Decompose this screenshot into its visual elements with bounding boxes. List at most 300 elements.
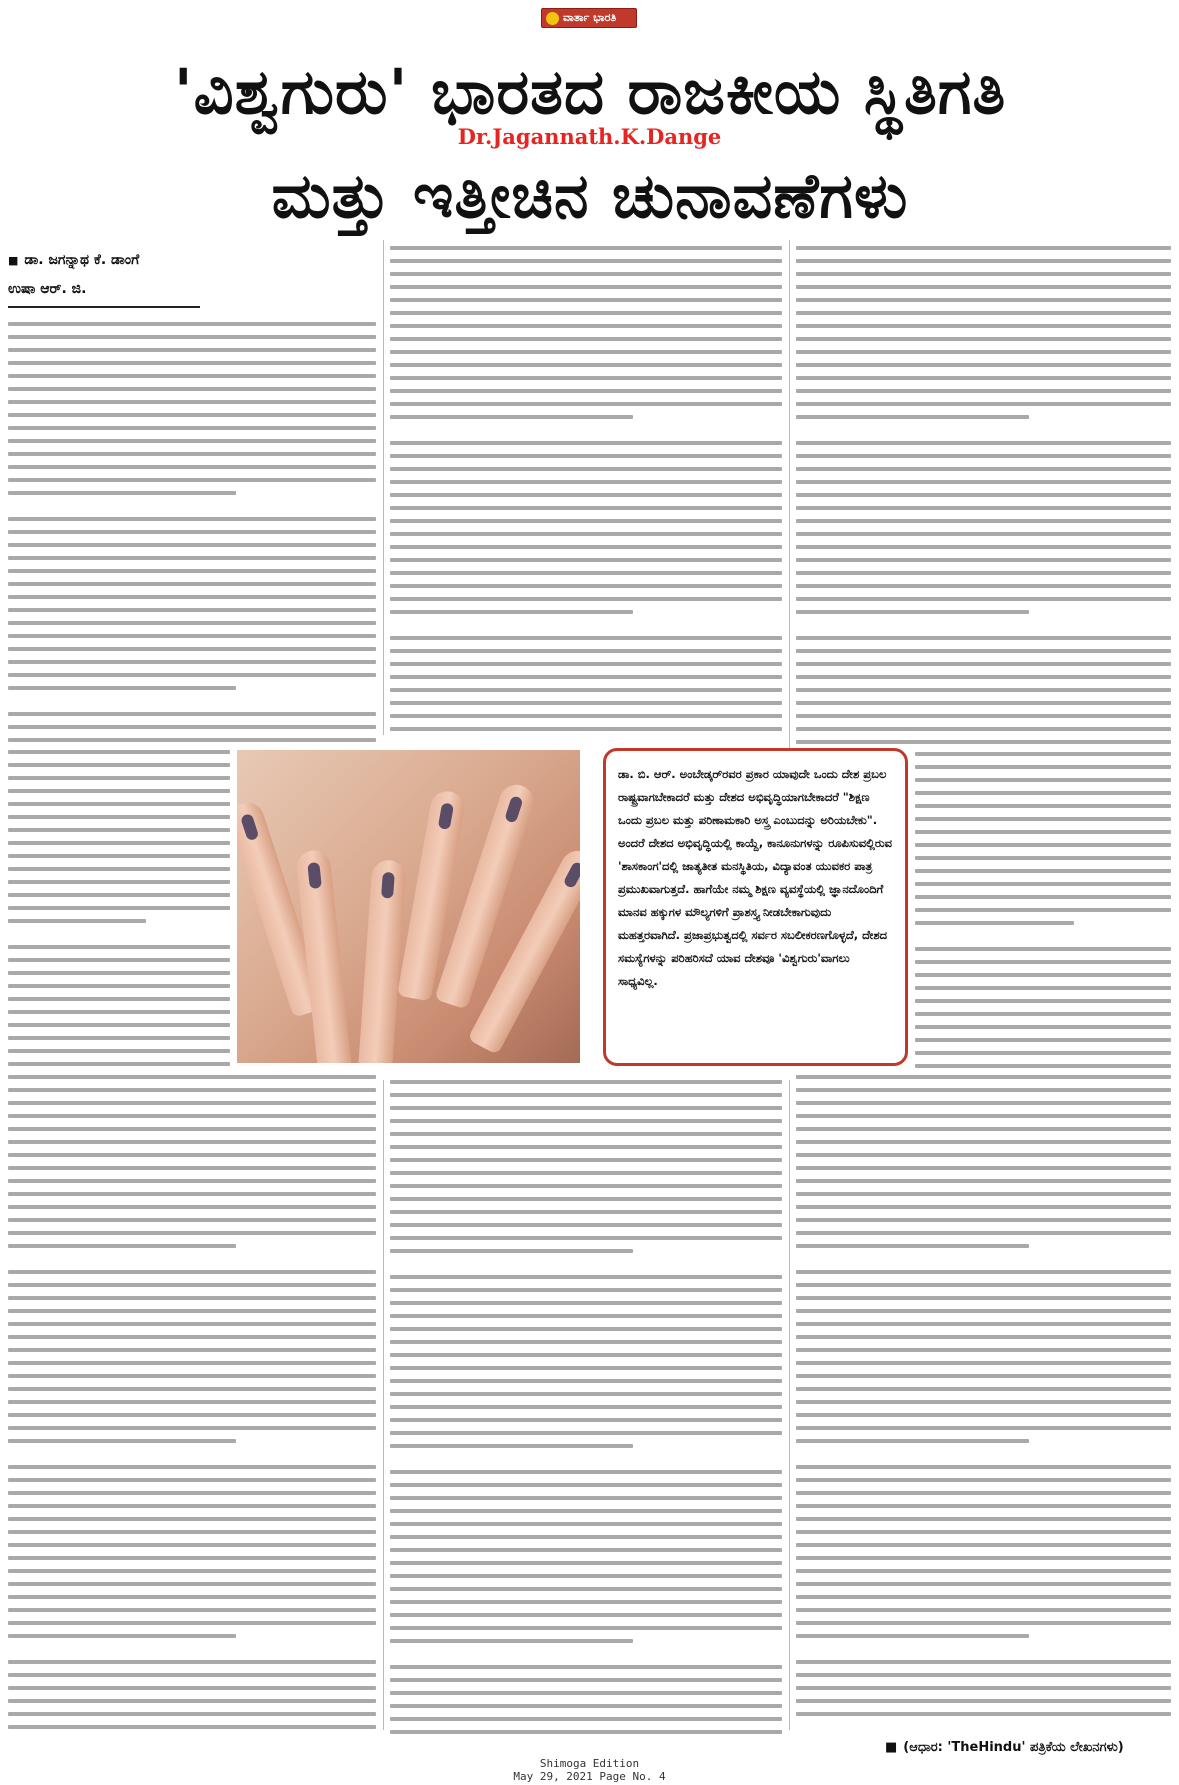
text-line-placeholder xyxy=(796,532,1171,536)
text-line-placeholder xyxy=(8,543,376,547)
text-line-placeholder xyxy=(8,1543,376,1547)
text-line-placeholder xyxy=(390,389,782,393)
text-line-placeholder xyxy=(8,919,146,923)
text-line-placeholder xyxy=(8,880,230,884)
text-line-placeholder xyxy=(796,1660,1171,1664)
text-line-placeholder xyxy=(390,311,782,315)
text-line-placeholder xyxy=(8,634,376,638)
text-line-placeholder xyxy=(390,1301,782,1305)
text-line-placeholder xyxy=(8,439,376,443)
text-line-placeholder xyxy=(796,1179,1171,1183)
text-line-placeholder xyxy=(8,348,376,352)
text-line-placeholder xyxy=(8,854,230,858)
text-line-placeholder xyxy=(796,454,1171,458)
text-line-placeholder xyxy=(796,1374,1171,1378)
edition-date-page: May 29, 2021 Page No. 4 xyxy=(513,1770,666,1783)
text-line-placeholder xyxy=(8,335,376,339)
text-line-placeholder xyxy=(390,1522,782,1526)
text-line-placeholder xyxy=(390,558,782,562)
text-line-placeholder xyxy=(390,246,782,250)
text-line-placeholder xyxy=(8,1426,376,1430)
text-line-placeholder xyxy=(915,960,1171,964)
text-line-placeholder xyxy=(796,1361,1171,1365)
text-line-placeholder xyxy=(390,1366,782,1370)
text-line-placeholder xyxy=(390,1704,782,1708)
text-line-placeholder xyxy=(8,1283,376,1287)
text-line-placeholder xyxy=(8,569,376,573)
text-line-placeholder xyxy=(8,1478,376,1482)
text-line-placeholder xyxy=(796,1634,1029,1638)
text-line-placeholder xyxy=(8,1556,376,1560)
text-line-placeholder xyxy=(796,467,1171,471)
text-line-placeholder xyxy=(796,1517,1171,1521)
text-line-placeholder xyxy=(8,374,376,378)
text-line-placeholder xyxy=(796,1101,1171,1105)
text-line-placeholder xyxy=(796,610,1029,614)
text-line-placeholder xyxy=(390,493,782,497)
text-line-placeholder xyxy=(8,738,376,742)
text-line-placeholder xyxy=(796,1556,1171,1560)
text-line-placeholder xyxy=(915,856,1171,860)
text-line-placeholder xyxy=(8,621,376,625)
text-line-placeholder xyxy=(796,1296,1171,1300)
text-line-placeholder xyxy=(796,1218,1171,1222)
text-line-placeholder xyxy=(796,1140,1171,1144)
text-line-placeholder xyxy=(8,906,230,910)
text-line-placeholder xyxy=(8,1088,376,1092)
text-line-placeholder xyxy=(915,843,1171,847)
text-line-placeholder xyxy=(915,791,1171,795)
text-line-placeholder xyxy=(915,947,1171,951)
text-line-placeholder xyxy=(8,1179,376,1183)
text-line-placeholder xyxy=(915,1064,1171,1068)
text-line-placeholder xyxy=(796,636,1171,640)
text-line-placeholder xyxy=(796,1088,1171,1092)
text-line-placeholder xyxy=(390,1392,782,1396)
text-line-placeholder xyxy=(8,426,376,430)
page-footer xyxy=(0,1757,1179,1783)
text-line-placeholder xyxy=(796,1192,1171,1196)
text-line-placeholder xyxy=(8,1530,376,1534)
article-column-2-lower xyxy=(390,1080,782,1735)
text-line-placeholder xyxy=(390,415,633,419)
text-line-placeholder xyxy=(390,1340,782,1344)
column-divider xyxy=(789,1080,790,1730)
article-column-1 xyxy=(8,322,376,742)
text-line-placeholder xyxy=(796,1400,1171,1404)
masthead-name: ವಾರ್ತಾ ಭಾರತಿ xyxy=(563,11,617,24)
text-line-placeholder xyxy=(390,298,782,302)
text-line-placeholder xyxy=(8,673,376,677)
text-line-placeholder xyxy=(796,1153,1171,1157)
text-line-placeholder xyxy=(390,1353,782,1357)
text-line-placeholder xyxy=(8,1231,376,1235)
text-line-placeholder xyxy=(915,921,1074,925)
text-line-placeholder xyxy=(796,1127,1171,1131)
text-line-placeholder xyxy=(796,389,1171,393)
text-line-placeholder xyxy=(796,1712,1171,1716)
text-line-placeholder xyxy=(8,1270,376,1274)
text-line-placeholder xyxy=(915,986,1171,990)
text-line-placeholder xyxy=(390,480,782,484)
text-line-placeholder xyxy=(8,595,376,599)
text-line-placeholder xyxy=(8,1491,376,1495)
text-line-placeholder xyxy=(8,530,376,534)
text-line-placeholder xyxy=(796,1075,1171,1079)
text-line-placeholder xyxy=(390,363,782,367)
text-line-placeholder xyxy=(390,376,782,380)
text-line-placeholder xyxy=(796,688,1171,692)
text-line-placeholder xyxy=(390,649,782,653)
article-column-3-narrow xyxy=(915,752,1171,1070)
text-line-placeholder xyxy=(8,1348,376,1352)
text-line-placeholder xyxy=(796,1621,1171,1625)
edition-name: Shimoga Edition xyxy=(539,1757,640,1770)
text-line-placeholder xyxy=(390,1314,782,1318)
text-line-placeholder xyxy=(390,1327,782,1331)
text-line-placeholder xyxy=(390,545,782,549)
text-line-placeholder xyxy=(8,867,230,871)
column-divider xyxy=(383,1080,384,1730)
text-line-placeholder xyxy=(8,1322,376,1326)
column-divider xyxy=(383,240,384,735)
text-line-placeholder xyxy=(796,1582,1171,1586)
article-column-1-lower xyxy=(8,1075,376,1735)
headline-line-2: ಮತ್ತು ಇತ್ತೀಚಿನ ಚುನಾವಣೆಗಳು xyxy=(271,159,909,232)
text-line-placeholder xyxy=(8,491,236,495)
text-line-placeholder xyxy=(796,1166,1171,1170)
text-line-placeholder xyxy=(390,506,782,510)
text-line-placeholder xyxy=(796,1543,1171,1547)
text-line-placeholder xyxy=(796,441,1171,445)
text-line-placeholder xyxy=(390,1132,782,1136)
text-line-placeholder xyxy=(8,1114,376,1118)
text-line-placeholder xyxy=(796,1322,1171,1326)
author-divider xyxy=(8,306,200,308)
text-line-placeholder xyxy=(390,1509,782,1513)
text-line-placeholder xyxy=(796,1244,1029,1248)
text-line-placeholder xyxy=(390,324,782,328)
text-line-placeholder xyxy=(8,1335,376,1339)
text-line-placeholder xyxy=(796,493,1171,497)
text-line-placeholder xyxy=(390,519,782,523)
text-line-placeholder xyxy=(8,1400,376,1404)
text-line-placeholder xyxy=(8,1504,376,1508)
overlay-byline: Dr.Jagannath.K.Dange xyxy=(457,124,722,149)
text-line-placeholder xyxy=(915,1025,1171,1029)
text-line-placeholder xyxy=(390,441,782,445)
text-line-placeholder xyxy=(796,1348,1171,1352)
text-line-placeholder xyxy=(796,545,1171,549)
text-line-placeholder xyxy=(390,1431,782,1435)
text-line-placeholder xyxy=(390,1236,782,1240)
text-line-placeholder xyxy=(796,1491,1171,1495)
text-line-placeholder xyxy=(8,647,376,651)
text-line-placeholder xyxy=(796,1686,1171,1690)
text-line-placeholder xyxy=(8,1569,376,1573)
text-line-placeholder xyxy=(390,714,782,718)
text-line-placeholder xyxy=(796,1335,1171,1339)
article-column-2 xyxy=(390,246,782,738)
text-line-placeholder xyxy=(390,454,782,458)
text-line-placeholder xyxy=(8,971,230,975)
text-line-placeholder xyxy=(796,324,1171,328)
text-line-placeholder xyxy=(8,725,376,729)
text-line-placeholder xyxy=(796,519,1171,523)
text-line-placeholder xyxy=(796,1478,1171,1482)
text-line-placeholder xyxy=(796,1699,1171,1703)
text-line-placeholder xyxy=(390,1470,782,1474)
text-line-placeholder xyxy=(8,1127,376,1131)
text-line-placeholder xyxy=(796,480,1171,484)
text-line-placeholder xyxy=(8,452,376,456)
text-line-placeholder xyxy=(390,1184,782,1188)
text-line-placeholder xyxy=(796,597,1171,601)
text-line-placeholder xyxy=(390,701,782,705)
text-line-placeholder xyxy=(390,1626,782,1630)
author-name: ■ ಡಾ. ಜಗನ್ನಾಥ ಕೆ. ಡಾಂಗೆ xyxy=(8,246,208,275)
text-line-placeholder xyxy=(390,1197,782,1201)
text-line-placeholder xyxy=(796,1673,1171,1677)
text-line-placeholder xyxy=(390,1678,782,1682)
text-line-placeholder xyxy=(390,1158,782,1162)
text-line-placeholder xyxy=(8,789,230,793)
text-line-placeholder xyxy=(915,1051,1171,1055)
text-line-placeholder xyxy=(390,727,782,731)
text-line-placeholder xyxy=(390,1093,782,1097)
inked-fingers-photo xyxy=(237,750,580,1063)
text-line-placeholder xyxy=(8,1361,376,1365)
text-line-placeholder xyxy=(8,660,376,664)
text-line-placeholder xyxy=(796,415,1029,419)
text-line-placeholder xyxy=(390,1600,782,1604)
text-line-placeholder xyxy=(915,882,1171,886)
text-line-placeholder xyxy=(390,1288,782,1292)
text-line-placeholder xyxy=(390,1665,782,1669)
text-line-placeholder xyxy=(8,997,230,1001)
text-line-placeholder xyxy=(8,608,376,612)
text-line-placeholder xyxy=(8,828,230,832)
text-line-placeholder xyxy=(8,1608,376,1612)
text-line-placeholder xyxy=(8,815,230,819)
text-line-placeholder xyxy=(390,1171,782,1175)
text-line-placeholder xyxy=(8,1660,376,1664)
text-line-placeholder xyxy=(796,1595,1171,1599)
text-line-placeholder xyxy=(390,1405,782,1409)
text-line-placeholder xyxy=(390,402,782,406)
text-line-placeholder xyxy=(796,649,1171,653)
text-line-placeholder xyxy=(796,662,1171,666)
text-line-placeholder xyxy=(796,740,1171,744)
text-line-placeholder xyxy=(8,361,376,365)
text-line-placeholder xyxy=(8,1387,376,1391)
text-line-placeholder xyxy=(796,1205,1171,1209)
text-line-placeholder xyxy=(390,337,782,341)
text-line-placeholder xyxy=(796,272,1171,276)
text-line-placeholder xyxy=(915,973,1171,977)
text-line-placeholder xyxy=(796,376,1171,380)
text-line-placeholder xyxy=(390,1561,782,1565)
text-line-placeholder xyxy=(8,1686,376,1690)
text-line-placeholder xyxy=(8,776,230,780)
text-line-placeholder xyxy=(8,517,376,521)
text-line-placeholder xyxy=(390,1249,633,1253)
text-line-placeholder xyxy=(390,259,782,263)
text-line-placeholder xyxy=(796,558,1171,562)
text-line-placeholder xyxy=(8,322,376,326)
text-line-placeholder xyxy=(8,556,376,560)
article-column-1-narrow xyxy=(8,750,230,1068)
pull-quote-text: ಡಾ. ಬಿ. ಆರ್. ಅಂಬೇಡ್ಕರ್‌ರವರ ಪ್ರಕಾರ ಯಾವುದೇ ಒಂದು ದೇಶ ಪ್ರಬಲ ರಾಷ್ಟ್ರವಾಗಬೇಕಾದರೆ ಮತ್ತು ದೇಶದ ಅಭಿವೃದ್ಧಿಯಾಗಬೇಕಾದರೆ "ಶಿಕ್ಷಣ ಒಂದು ಪ್ರಬಲ ಮತ್ತು ಪರಿಣಾಮಕಾರಿ ಅಸ್ತ್ರ ಎಂಬುದನ್ನು ಅರಿಯಬೇಕು". ಅಂದರೆ ದೇಶದ ಅಭಿವೃದ್ಧಿಯಲ್ಲಿ ಕಾಯ್ದೆ, ಕಾನೂನುಗಳನ್ನು ರೂಪಿಸುವಲ್ಲಿರುವ 'ಶಾಸಕಾಂಗ'ದಲ್ಲಿ ಜಾತ್ಯತೀತ ಮನಸ್ಥಿತಿಯ, ವಿದ್ಯಾವಂತ ಯುವಕರ ಪಾತ್ರ ಪ್ರಮುಖವಾಗುತ್ತದೆ. ಹಾಗೆಯೇ ನಮ್ಮ ಶಿಕ್ಷಣ ವ್ಯವಸ್ಥೆಯಲ್ಲಿ ಜ್ಞಾನದೊಂದಿಗೆ ಮಾನವ ಹಕ್ಕುಗಳ ಮೌಲ್ಯಗಳಿಗೆ ಪ್ರಾಶಸ್ತ್ಯ ನೀಡಬೇಕಾಗುವುದು ಮಹತ್ತರವಾಗಿದೆ. ಪ್ರಜಾಪ್ರಭುತ್ವದಲ್ಲಿ ಸರ್ವರ ಸಬಲೀಕರಣಗೊಳ್ಳದೆ, ದೇಶದ ಸಮಸ್ಯೆಗಳನ್ನು ಪರಿಹರಿಸದೆ ಯಾವ ದೇಶವೂ 'ವಿಶ್ವಗುರು'ವಾಗಲು ಸಾಧ್ಯವಿಲ್ಲ. xyxy=(618,767,893,988)
text-line-placeholder xyxy=(796,1504,1171,1508)
text-line-placeholder xyxy=(8,1517,376,1521)
text-line-placeholder xyxy=(8,1439,236,1443)
text-line-placeholder xyxy=(8,686,236,690)
text-line-placeholder xyxy=(390,532,782,536)
text-line-placeholder xyxy=(390,272,782,276)
text-line-placeholder xyxy=(390,1210,782,1214)
finger-shape xyxy=(357,859,406,1063)
text-line-placeholder xyxy=(390,1496,782,1500)
text-line-placeholder xyxy=(8,1140,376,1144)
logo-icon xyxy=(546,12,559,25)
text-line-placeholder xyxy=(8,1205,376,1209)
text-line-placeholder xyxy=(796,1530,1171,1534)
text-line-placeholder xyxy=(8,1374,376,1378)
text-line-placeholder xyxy=(8,1725,376,1729)
text-line-placeholder xyxy=(8,712,376,716)
text-line-placeholder xyxy=(796,675,1171,679)
text-line-placeholder xyxy=(390,1639,633,1643)
text-line-placeholder xyxy=(796,727,1171,731)
text-line-placeholder xyxy=(390,1106,782,1110)
text-line-placeholder xyxy=(8,1049,230,1053)
text-line-placeholder xyxy=(390,285,782,289)
text-line-placeholder xyxy=(796,1283,1171,1287)
text-line-placeholder xyxy=(8,1673,376,1677)
text-line-placeholder xyxy=(796,506,1171,510)
text-line-placeholder xyxy=(796,1114,1171,1118)
text-line-placeholder xyxy=(8,1075,376,1079)
text-line-placeholder xyxy=(796,402,1171,406)
text-line-placeholder xyxy=(796,1608,1171,1612)
text-line-placeholder xyxy=(796,298,1171,302)
text-line-placeholder xyxy=(390,571,782,575)
text-line-placeholder xyxy=(8,1036,230,1040)
text-line-placeholder xyxy=(390,1444,633,1448)
text-line-placeholder xyxy=(8,1699,376,1703)
text-line-placeholder xyxy=(8,1192,376,1196)
text-line-placeholder xyxy=(8,841,230,845)
text-line-placeholder xyxy=(796,363,1171,367)
text-line-placeholder xyxy=(915,908,1171,912)
text-line-placeholder xyxy=(390,1613,782,1617)
text-line-placeholder xyxy=(8,1296,376,1300)
text-line-placeholder xyxy=(8,1166,376,1170)
pull-quote-box xyxy=(603,748,908,1066)
source-note: ■ (ಆಧಾರ: 'TheHindu' ಪತ್ರಿಕೆಯ ಲೇಖನಗಳು) xyxy=(885,1740,1124,1755)
text-line-placeholder xyxy=(8,1010,230,1014)
headline-line-1: 'ವಿಶ್ವಗುರು' ಭಾರತದ ರಾಜಕೀಯ ಸ್ಥಿತಿಗತಿ xyxy=(173,55,1007,128)
text-line-placeholder xyxy=(390,350,782,354)
text-line-placeholder xyxy=(915,778,1171,782)
text-line-placeholder xyxy=(390,1691,782,1695)
text-line-placeholder xyxy=(796,1426,1171,1430)
text-line-placeholder xyxy=(390,675,782,679)
text-line-placeholder xyxy=(390,1574,782,1578)
text-line-placeholder xyxy=(796,246,1171,250)
text-line-placeholder xyxy=(8,945,230,949)
text-line-placeholder xyxy=(390,688,782,692)
text-line-placeholder xyxy=(8,1218,376,1222)
text-line-placeholder xyxy=(8,763,230,767)
text-line-placeholder xyxy=(796,584,1171,588)
text-line-placeholder xyxy=(796,259,1171,263)
text-line-placeholder xyxy=(796,571,1171,575)
text-line-placeholder xyxy=(796,1270,1171,1274)
text-line-placeholder xyxy=(8,750,230,754)
text-line-placeholder xyxy=(796,1309,1171,1313)
text-line-placeholder xyxy=(8,984,230,988)
text-line-placeholder xyxy=(8,465,376,469)
text-line-placeholder xyxy=(8,1244,236,1248)
text-line-placeholder xyxy=(390,636,782,640)
author-block xyxy=(8,246,208,303)
article-column-3-lower xyxy=(796,1075,1171,1725)
text-line-placeholder xyxy=(390,1418,782,1422)
masthead-logo xyxy=(541,8,637,28)
text-line-placeholder xyxy=(8,958,230,962)
text-line-placeholder xyxy=(8,387,376,391)
text-line-placeholder xyxy=(390,662,782,666)
text-line-placeholder xyxy=(8,1101,376,1105)
text-line-placeholder xyxy=(8,1023,230,1027)
text-line-placeholder xyxy=(796,1387,1171,1391)
text-line-placeholder xyxy=(796,1413,1171,1417)
text-line-placeholder xyxy=(8,802,230,806)
text-line-placeholder xyxy=(915,817,1171,821)
text-line-placeholder xyxy=(8,1634,236,1638)
text-line-placeholder xyxy=(390,1535,782,1539)
text-line-placeholder xyxy=(915,804,1171,808)
text-line-placeholder xyxy=(796,714,1171,718)
text-line-placeholder xyxy=(8,1153,376,1157)
text-line-placeholder xyxy=(796,285,1171,289)
text-line-placeholder xyxy=(8,1621,376,1625)
text-line-placeholder xyxy=(8,413,376,417)
text-line-placeholder xyxy=(8,1465,376,1469)
text-line-placeholder xyxy=(390,467,782,471)
text-line-placeholder xyxy=(8,400,376,404)
text-line-placeholder xyxy=(8,893,230,897)
author-name: ಉಷಾ ಆರ್. ಜಿ. xyxy=(8,281,87,297)
text-line-placeholder xyxy=(796,1465,1171,1469)
text-line-placeholder xyxy=(390,1730,782,1734)
text-line-placeholder xyxy=(915,999,1171,1003)
text-line-placeholder xyxy=(390,1080,782,1084)
text-line-placeholder xyxy=(8,1595,376,1599)
text-line-placeholder xyxy=(796,311,1171,315)
text-line-placeholder xyxy=(390,584,782,588)
text-line-placeholder xyxy=(796,1569,1171,1573)
text-line-placeholder xyxy=(390,1119,782,1123)
text-line-placeholder xyxy=(390,1145,782,1149)
text-line-placeholder xyxy=(390,1587,782,1591)
text-line-placeholder xyxy=(796,701,1171,705)
text-line-placeholder xyxy=(390,1223,782,1227)
text-line-placeholder xyxy=(796,1439,1029,1443)
text-line-placeholder xyxy=(915,765,1171,769)
